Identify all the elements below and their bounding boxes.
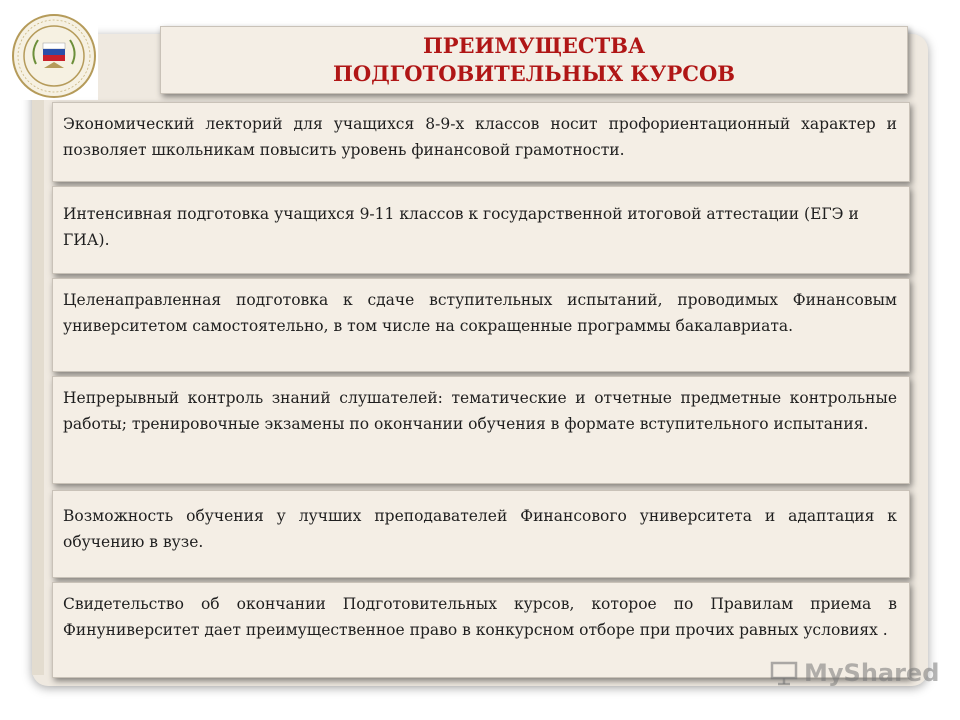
advantage-item-4: Непрерывный контроль знаний слушателей: тематические и отчетные предметные контрольные работы; тренировочные экзамены по окончании обучения в формате вступительного испытания. (52, 376, 910, 484)
advantage-item-3: Целенаправленная подготовка к сдаче вступительных испытаний, проводимых Финансовым университетом самостоятельно, в том числе на сокращенные программы бакалавриата. (52, 278, 910, 372)
advantage-item-2: Интенсивная подготовка учащихся 9-11 классов к государственной итоговой аттестации (ЕГЭ и ГИА). (52, 186, 910, 274)
slide-left-strip (32, 95, 44, 675)
university-logo (10, 12, 98, 100)
page-title (160, 26, 908, 94)
advantage-item-5: Возможность обучения у лучших преподавателей Финансового университета и адаптация к обучению в вузе. (52, 490, 910, 578)
title-line-1: ПРЕИМУЩЕСТВА (422, 33, 646, 58)
advantage-item-6: Свидетельство об окончании Подготовительных курсов, которое по Правилам приема в Финуниверситет дает преимущественное право в конкурсном отборе при прочих равных условиях . (52, 582, 910, 678)
university-seal-icon (10, 12, 98, 100)
watermark (770, 658, 939, 688)
watermark-text: MyShared (804, 659, 940, 687)
title-line-2: ПОДГОТОВИТЕЛЬНЫХ КУРСОВ (332, 61, 735, 86)
presentation-icon (770, 660, 798, 686)
advantage-item-1: Экономический лекторий для учащихся 8-9-х классов носит профориентационный характер и позволяет школьникам повысить уровень финансовой грамотности. (52, 102, 910, 182)
